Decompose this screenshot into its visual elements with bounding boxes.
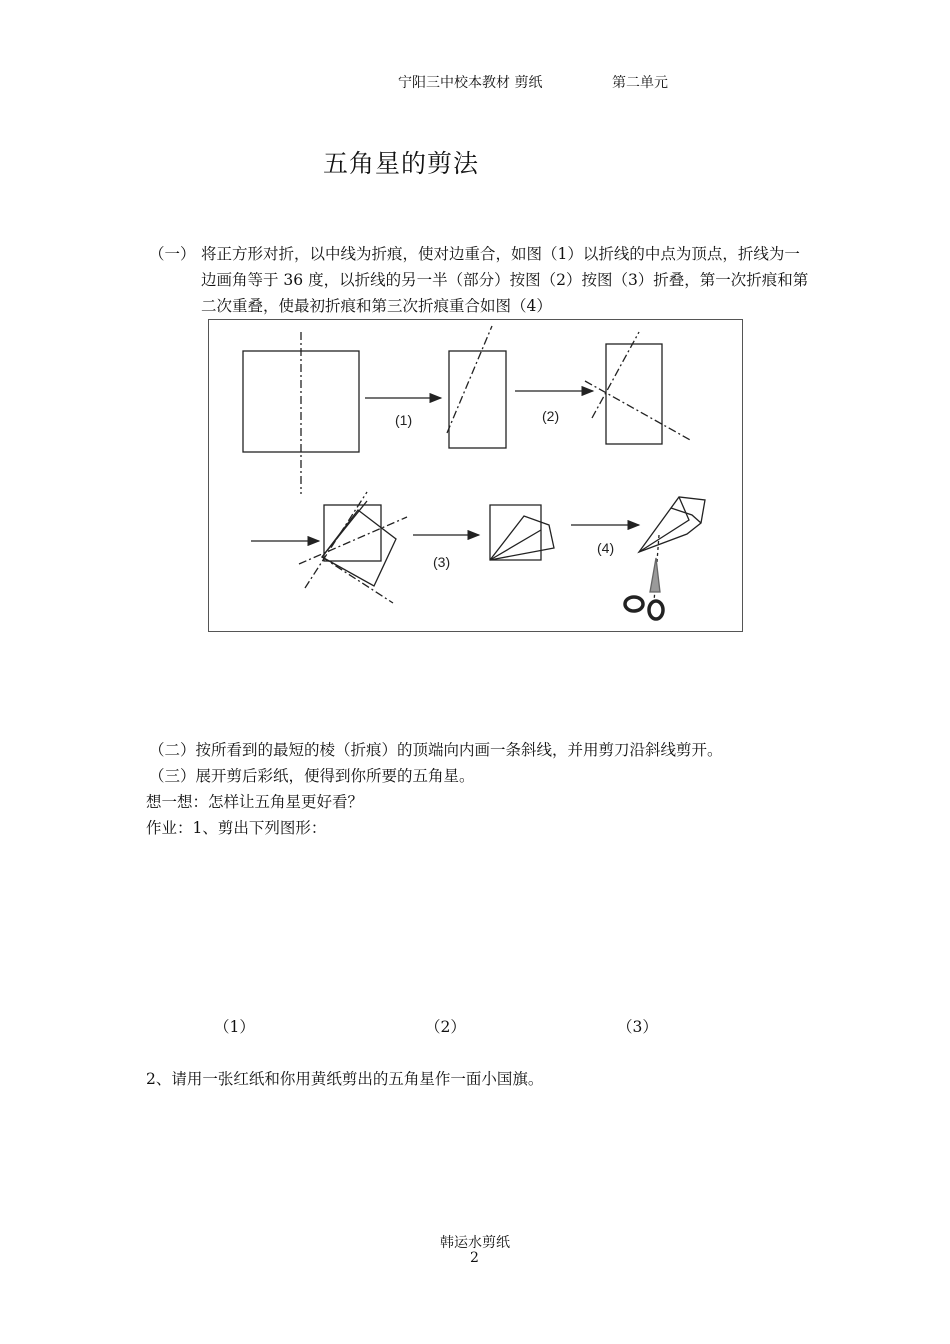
- step2-text: （二）按所看到的最短的棱（折痕）的顶端向内画一条斜线，并用剪刀沿斜线剪开。: [149, 741, 723, 759]
- shape-label-3: （3）: [617, 1018, 658, 1036]
- shape-label-2: （2）: [425, 1018, 466, 1036]
- fold-dash-d3: [322, 557, 393, 603]
- arrow-label-2: (2): [542, 408, 560, 424]
- step1-label: （一）: [149, 245, 196, 263]
- arrow-label-4: (4): [597, 540, 615, 556]
- homework-line2: 2、请用一张红纸和你用黄纸剪出的五角星作一面小国旗。: [146, 1070, 544, 1088]
- diagonal-fold-line-2: [592, 332, 639, 418]
- homework-line1: 作业：1、剪出下列图形：: [146, 819, 327, 837]
- folding-diagram: [208, 319, 743, 632]
- folded-wedge-2: [639, 497, 705, 552]
- header-unit: 第二单元: [612, 75, 668, 91]
- rotated-flap: [322, 510, 396, 586]
- arrow-label-3: (3): [433, 554, 451, 570]
- shape-label-1: （1）: [214, 1018, 255, 1036]
- folded-rectangle-2: [606, 344, 662, 444]
- diagonal-fold-line-1: [447, 326, 492, 433]
- scissors-icon: [625, 558, 663, 619]
- page-number: 2: [470, 1250, 479, 1266]
- header-school-text: 宁阳三中校本教材 剪纸: [398, 75, 543, 91]
- folded-rectangle-1: [449, 351, 506, 448]
- step1-text: 将正方形对折，以中线为折痕，使对边重合，如图（1）以折线的中点为顶点，折线为一边画角等于 36 度，以折线的另一半（部分）按图（2）按图（3）折叠，第一次折痕和第二次重叠，使最初折痕和第三次折痕重合如图（4）: [201, 245, 809, 315]
- step3-text: （三）展开剪后彩纸，便得到你所要的五角星。: [149, 767, 475, 785]
- think-text: 想一想：怎样让五角星更好看？: [146, 793, 364, 811]
- page-title: 五角星的剪法: [323, 149, 480, 178]
- arrow-label-1: (1): [395, 412, 413, 428]
- folded-square: [324, 505, 381, 561]
- footer-author: 韩运水剪纸: [440, 1235, 510, 1251]
- diagonal-fold-line-3: [585, 381, 692, 441]
